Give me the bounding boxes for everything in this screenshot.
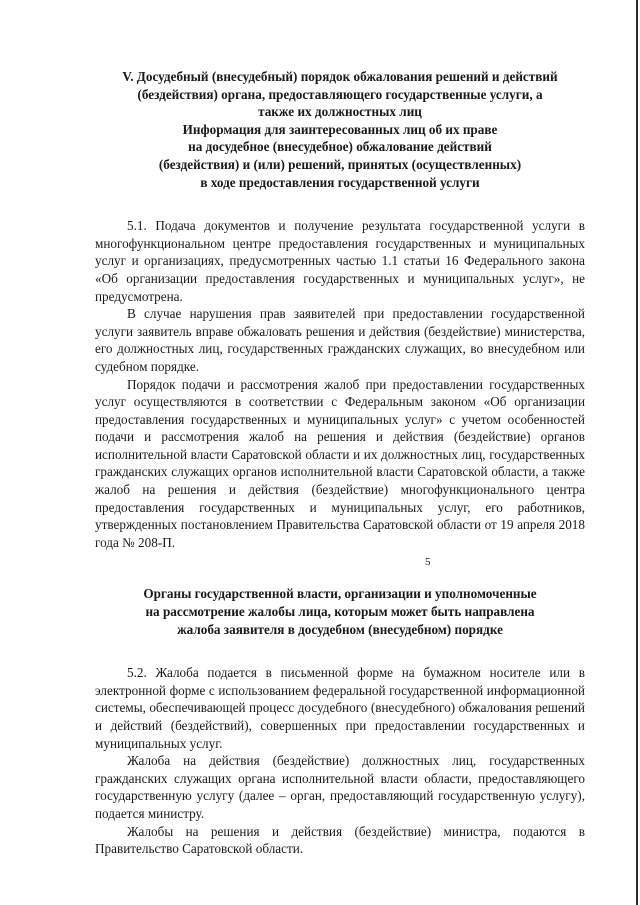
paragraph-5-2: 5.2. Жалоба подается в письменной форме на бумажном носителе или в электронной форме с использованием федеральной государственной информационной системы, обеспечивающей процесс досудебного (внесудебного) обжалования решений и действий (бездействий), совершенных при предоставлении государственных и муниципальных услуг. bbox=[95, 665, 585, 751]
heading-line: на досудебное (внесудебное) обжалование действий bbox=[188, 139, 492, 155]
paragraph-officials-complaint: Жалоба на действия (бездействие) должностных лиц, государственных гражданских служащих органа исполнительной власти области, предоставляющего государственную услугу (далее – орган, предоставляющий государственную услугу), подается министру. bbox=[95, 753, 585, 821]
section-v-heading bbox=[95, 68, 585, 191]
paragraph-5-1: 5.1. Подача документов и получение результата государственной услуги в многофункциональном центре предоставления государственных и муниципальных услуг и организациях, предусмотренных частью 1.1 статьи 16 Федерального закона «Об организации предоставления государственных и муниципальных услуг», не предусмотрена. bbox=[95, 218, 585, 304]
paragraph-violation: В случае нарушения прав заявителей при предоставлении государственной услуги заявитель вправе обжаловать решения и действия (бездействие) министерства, его должностных лиц, государственных гражданских служащих, во внесудебном или судебном порядке. bbox=[95, 306, 585, 374]
page-content bbox=[95, 68, 585, 858]
scan-edge-line bbox=[636, 0, 638, 905]
heading-line: в ходе предоставления государственной услуги bbox=[200, 174, 480, 190]
heading-line: Органы государственной власти, организации и уполномоченные bbox=[143, 586, 537, 602]
page-mark: 5 bbox=[425, 556, 431, 569]
heading-line: V. Досудебный (внесудебный) порядок обжалования решений и действий bbox=[122, 69, 558, 84]
paragraph-procedure: Порядок подачи и рассмотрения жалоб при предоставлении государственных услуг осуществляются в соответствии с Федеральным законом «Об организации предоставления государственных и муниципальных услуг» с учетом особенностей подачи и рассмотрения жалоб на решения и действия (бездействие) органов исполнительной власти Саратовской области и их должностных лиц, государственных гражданских служащих органов исполнительной власти Саратовской области, а также жалоб на решения и действия (бездействие) многофункционального центра предоставления государственных и муниципальных услуг, его работников, утвержденных постановлением Правительства Саратовской области от 19 апреля 2018 года № 208-П. bbox=[95, 376, 585, 550]
heading-line: (бездействия) органа, предоставляющего государственные услуги, а bbox=[137, 86, 543, 102]
heading-line: на рассмотрение жалобы лица, которым может быть направлена bbox=[145, 604, 535, 620]
heading-line: (бездействия) и (или) решений, принятых (осуществленных) bbox=[158, 156, 522, 172]
heading-line: жалоба заявителя в досудебном (внесудебном) порядке bbox=[177, 621, 503, 637]
paragraph-minister-complaint: Жалобы на решения и действия (бездействие) министра, подаются в Правительство Саратовской области. bbox=[95, 823, 585, 857]
heading-line: Информация для заинтересованных лиц об их праве bbox=[182, 121, 498, 137]
heading-line: также их должностных лиц bbox=[258, 104, 422, 120]
page-mark-row bbox=[95, 551, 585, 577]
organs-heading bbox=[95, 585, 585, 638]
